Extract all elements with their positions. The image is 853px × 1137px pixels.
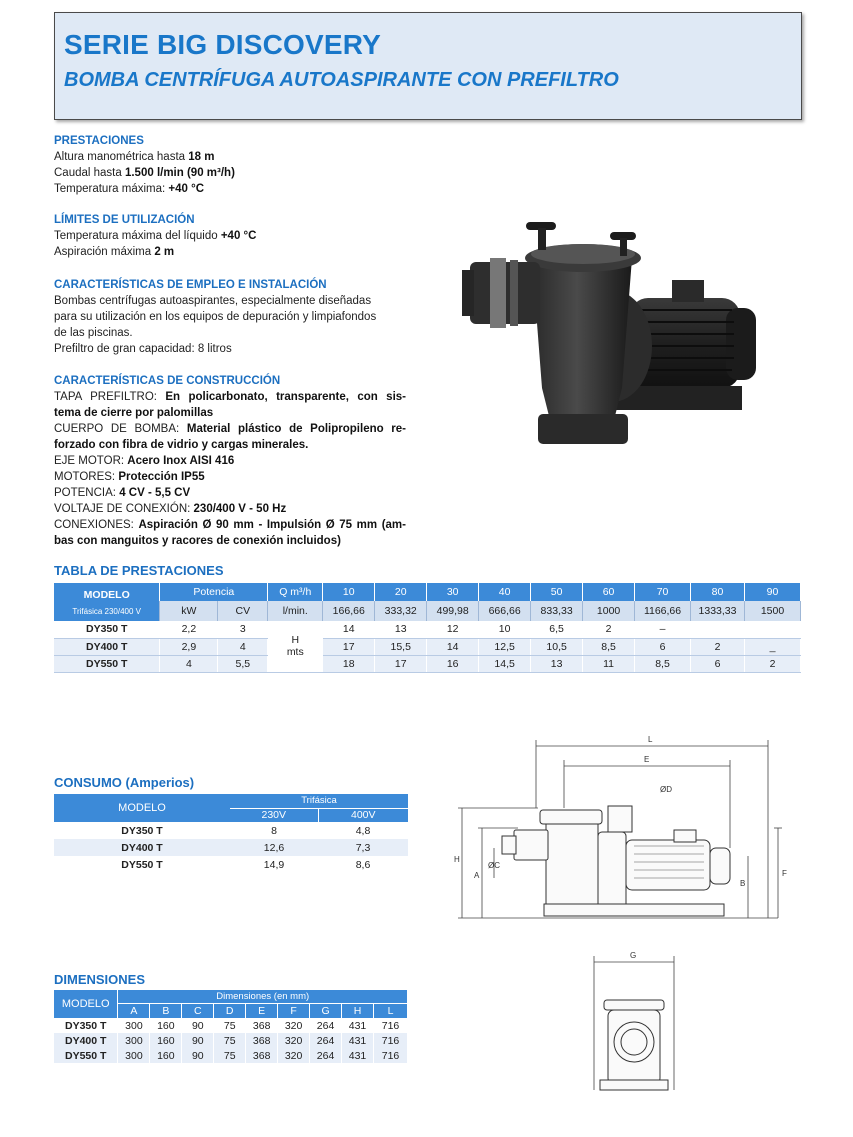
dim-cell: 716 [374, 1018, 408, 1033]
consumo-cell-400: 4,8 [318, 822, 408, 839]
table-row [54, 822, 408, 839]
dim-cell: 264 [310, 1048, 342, 1063]
cell-h: 6 [691, 655, 745, 672]
cell-h: 10,5 [531, 638, 583, 655]
cell-model: DY350 T [54, 621, 160, 638]
label-a: A [474, 871, 480, 880]
limites-line-1: Temperatura máxima del líquido +40 °C [54, 230, 257, 242]
th-lmin-2: 499,98 [427, 601, 479, 621]
th-q-4: 50 [531, 583, 583, 601]
dim-cell-model: DY400 T [54, 1033, 118, 1048]
section-limites [54, 212, 256, 260]
dim-cell: 320 [278, 1018, 310, 1033]
construccion-line-5: EJE MOTOR: Acero Inox AISI 416 [54, 455, 235, 467]
dim-cell: 160 [150, 1033, 182, 1048]
construccion-line-8: VOLTAJE DE CONEXIÓN: 230/400 V - 50 Hz [54, 503, 287, 515]
dim-cell: 75 [214, 1033, 246, 1048]
th-cv: CV [218, 601, 268, 621]
consumo-cell-model: DY550 T [54, 856, 230, 873]
cell-h: 2 [691, 638, 745, 655]
consumo-cell-230: 14,9 [230, 856, 318, 873]
consumo-table [54, 794, 408, 873]
cell-h: 15,5 [375, 638, 427, 655]
prestaciones-table [54, 583, 801, 673]
cell-kw: 4 [160, 655, 218, 672]
cell-h: 12,5 [479, 638, 531, 655]
cell-h: 2 [744, 655, 800, 672]
th-q-3: 40 [479, 583, 531, 601]
consumo-cell-400: 7,3 [318, 839, 408, 856]
cell-model: DY400 T [54, 638, 160, 655]
consumo-cell-400: 8,6 [318, 856, 408, 873]
cell-cv: 4 [218, 638, 268, 655]
dim-cell: 75 [214, 1048, 246, 1063]
th-q-5: 60 [583, 583, 635, 601]
th-kw: kW [160, 601, 218, 621]
dim-cell: 716 [374, 1033, 408, 1048]
dim-cell: 160 [150, 1018, 182, 1033]
construccion-line-2: tema de cierre por palomillas [54, 407, 214, 419]
label-h: H [454, 855, 460, 864]
th-lmin-4: 833,33 [531, 601, 583, 621]
dimensiones-table [54, 990, 408, 1063]
empleo-line-1: Bombas centrífugas autoaspirantes, especialmente diseñadas [54, 295, 372, 307]
cell-h: 18 [323, 655, 375, 672]
label-f: F [782, 869, 787, 878]
dim-cell: 160 [150, 1048, 182, 1063]
prefilter-body [532, 258, 632, 428]
table-row [54, 621, 801, 638]
cell-cv: 3 [218, 621, 268, 638]
dim-cell: 368 [246, 1018, 278, 1033]
th-lmin-0: 166,66 [323, 601, 375, 621]
dim-th-col: F [278, 1003, 310, 1018]
prestaciones-line-2: Caudal hasta 1.500 l/min (90 m³/h) [54, 167, 235, 179]
consumo-th-230: 230V [230, 808, 318, 822]
dim-th-col: L [374, 1003, 408, 1018]
cell-h: 12 [427, 621, 479, 638]
table-row [54, 1033, 408, 1048]
limites-line-2: Aspiración máxima 2 m [54, 246, 175, 258]
cell-h-mts: H mts [268, 621, 323, 672]
dim-cell: 300 [118, 1018, 150, 1033]
section-empleo [54, 277, 376, 357]
label-d: ØD [660, 785, 672, 794]
cell-h: 6,5 [531, 621, 583, 638]
dim-th-col: H [342, 1003, 374, 1018]
dim-th-col: B [150, 1003, 182, 1018]
empleo-heading: CARACTERÍSTICAS DE EMPLEO E INSTALACIÓN [54, 279, 327, 291]
th-q-2: 30 [427, 583, 479, 601]
dim-cell: 368 [246, 1033, 278, 1048]
pump-photo [462, 218, 778, 456]
cell-h: 17 [323, 638, 375, 655]
table-row [54, 856, 408, 873]
cell-h: 17 [375, 655, 427, 672]
cell-h: 6 [635, 638, 691, 655]
dim-th-modelo: MODELO [54, 990, 118, 1018]
th-q-6: 70 [635, 583, 691, 601]
construccion-line-1: TAPA PREFILTRO: En policarbonato, transparente, con sis- [54, 391, 406, 403]
construccion-heading: CARACTERÍSTICAS DE CONSTRUCCIÓN [54, 375, 281, 387]
empleo-line-3: de las piscinas. [54, 327, 133, 339]
th-q-7: 80 [691, 583, 745, 601]
th-potencia: Potencia [160, 583, 268, 601]
dim-cell: 90 [182, 1033, 214, 1048]
cell-h: 14 [323, 621, 375, 638]
header-box [54, 12, 802, 120]
cell-h [691, 621, 745, 638]
consumo-cell-model: DY400 T [54, 839, 230, 856]
dim-th-col: C [182, 1003, 214, 1018]
th-q-0: 10 [323, 583, 375, 601]
th-lmin-5: 1000 [583, 601, 635, 621]
label-b: B [740, 879, 746, 888]
consumo-th-trifasica: Trifásica [230, 794, 408, 808]
cell-h: 10 [479, 621, 531, 638]
cell-h: 14,5 [479, 655, 531, 672]
th-lmin-1: 333,32 [375, 601, 427, 621]
dim-cell: 90 [182, 1018, 214, 1033]
th-lmin: l/min. [268, 601, 323, 621]
dim-cell: 75 [214, 1018, 246, 1033]
consumo-th-modelo: MODELO [54, 794, 230, 822]
empleo-line-2: para su utilización en los equipos de depuración y limpiafondos [54, 311, 377, 323]
cell-h [744, 621, 800, 638]
th-modelo: MODELO [54, 583, 160, 601]
limites-heading: LÍMITES DE UTILIZACIÓN [54, 214, 195, 226]
consumo-cell-230: 12,6 [230, 839, 318, 856]
tabla-prestaciones-title: TABLA DE PRESTACIONES [54, 563, 224, 578]
label-c: ØC [488, 861, 500, 870]
dim-th-col: E [246, 1003, 278, 1018]
consumo-cell-model: DY350 T [54, 822, 230, 839]
construccion-line-3: CUERPO DE BOMBA: Material plástico de Polipropileno re- [54, 423, 406, 435]
cell-h: 8,5 [635, 655, 691, 672]
cell-h: 16 [427, 655, 479, 672]
dim-cell: 431 [342, 1018, 374, 1033]
dim-cell: 264 [310, 1018, 342, 1033]
dim-th-dims: Dimensiones (en mm) [118, 990, 408, 1003]
dim-th-col: G [310, 1003, 342, 1018]
table-row [54, 839, 408, 856]
table-row [54, 655, 801, 672]
prestaciones-line-3: Temperatura máxima: +40 °C [54, 183, 205, 195]
table-row [54, 1048, 408, 1063]
empleo-line-4: Prefiltro de gran capacidad: 8 litros [54, 343, 232, 355]
page-subtitle: BOMBA CENTRÍFUGA AUTOASPIRANTE CON PREFILTRO [64, 69, 619, 91]
page-title: SERIE BIG DISCOVERY [64, 29, 382, 60]
prestaciones-line-1: Altura manométrica hasta 18 m [54, 151, 215, 163]
dim-cell: 716 [374, 1048, 408, 1063]
construccion-line-7: POTENCIA: 4 CV - 5,5 CV [54, 487, 191, 499]
th-q-1: 20 [375, 583, 427, 601]
dim-cell: 90 [182, 1048, 214, 1063]
construccion-line-10: bas con manguitos y racores de conexión incluidos) [54, 535, 341, 547]
dimensiones-title: DIMENSIONES [54, 972, 146, 987]
dim-cell: 320 [278, 1033, 310, 1048]
dim-cell: 431 [342, 1033, 374, 1048]
th-q-8: 90 [744, 583, 800, 601]
label-e: E [644, 755, 650, 764]
th-lmin-6: 1166,66 [635, 601, 691, 621]
dim-cell: 368 [246, 1048, 278, 1063]
th-modelo-sub: Trifásica 230/400 V [54, 601, 160, 621]
consumo-title: CONSUMO (Amperios) [54, 775, 195, 790]
label-l: L [648, 735, 653, 744]
th-lmin-3: 666,66 [479, 601, 531, 621]
th-q: Q m³/h [268, 583, 323, 601]
dim-th-col: A [118, 1003, 150, 1018]
construccion-line-6: MOTORES: Protección IP55 [54, 471, 205, 483]
consumo-th-400: 400V [318, 808, 408, 822]
cell-cv: 5,5 [218, 655, 268, 672]
construccion-line-9: CONEXIONES: Aspiración Ø 90 mm - Impulsión Ø 75 mm (am- [54, 519, 406, 531]
section-prestaciones [54, 133, 235, 197]
cell-h: – [635, 621, 691, 638]
cell-h: 13 [531, 655, 583, 672]
dim-cell-model: DY550 T [54, 1048, 118, 1063]
dim-cell: 300 [118, 1048, 150, 1063]
cell-kw: 2,2 [160, 621, 218, 638]
th-lmin-8: 1500 [744, 601, 800, 621]
consumo-cell-230: 8 [230, 822, 318, 839]
cell-h: 13 [375, 621, 427, 638]
cell-h: 14 [427, 638, 479, 655]
dim-cell-model: DY350 T [54, 1018, 118, 1033]
side-view-drawing [448, 728, 798, 928]
construccion-line-4: forzado con fibra de vidrio y cargas minerales. [54, 439, 309, 451]
dim-cell: 264 [310, 1033, 342, 1048]
section-construccion [54, 373, 406, 549]
th-lmin-7: 1333,33 [691, 601, 745, 621]
cell-model: DY550 T [54, 655, 160, 672]
dim-cell: 431 [342, 1048, 374, 1063]
cell-h: 8,5 [583, 638, 635, 655]
cell-h: _ [744, 638, 800, 655]
table-row [54, 638, 801, 655]
cell-h: 11 [583, 655, 635, 672]
prestaciones-heading: PRESTACIONES [54, 135, 144, 147]
dim-cell: 300 [118, 1033, 150, 1048]
dim-th-col: D [214, 1003, 246, 1018]
cell-kw: 2,9 [160, 638, 218, 655]
cell-h: 2 [583, 621, 635, 638]
dim-cell: 320 [278, 1048, 310, 1063]
front-view-drawing [574, 950, 704, 1100]
label-g: G [630, 951, 637, 960]
table-row [54, 1018, 408, 1033]
